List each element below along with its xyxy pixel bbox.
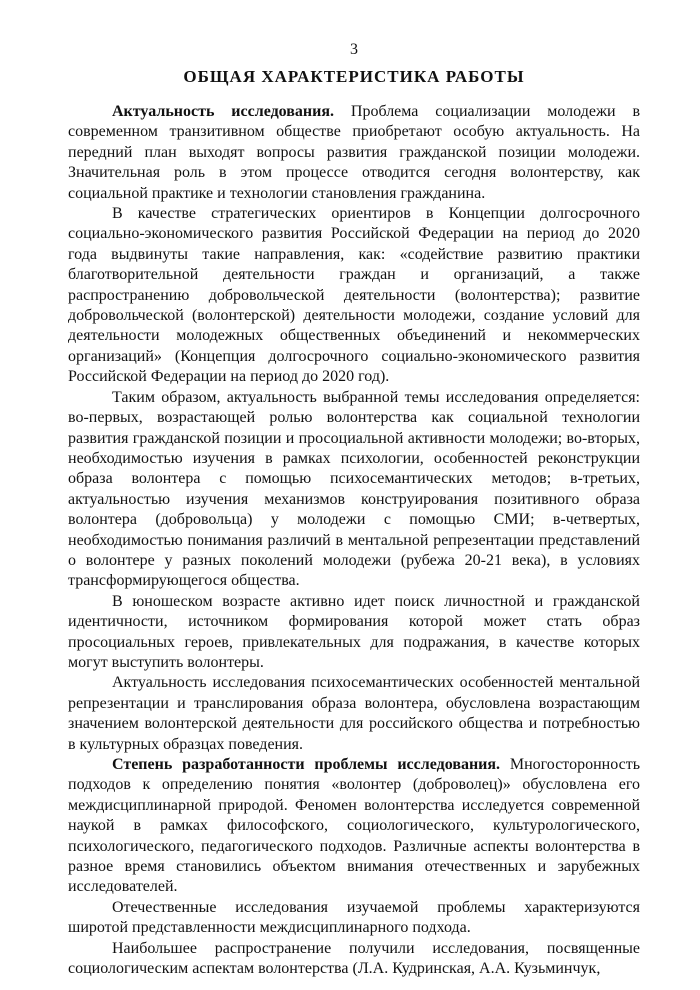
section-heading: ОБЩАЯ ХАРАКТЕРИСТИКА РАБОТЫ: [183, 67, 525, 86]
paragraph-concept: [68, 204, 640, 388]
paragraph-text: Таким образом, актуальность выбранной темы исследования определяется: во-первых, возрастающей ролью волонтерства как социальной технологии развития гражданской позиции и просоциальной активности молодежи; во-вторых, необходимостью изучения в рамках психологии, особенностей реконструкции образа волонтера с помощью психосемантических методов; в-третьих, актуальностью изучения механизмов конструирования позитивного образа волонтера (добровольца) у молодежи с помощью СМИ; в-четвертых, необходимостью понимания различий в ментальной репрезентации представлений о волонтере у разных поколений молодежи (рубежа 20-21 века), в условиях трансформирующегося общества.: [68, 388, 640, 590]
paragraph-reasons: [68, 388, 640, 592]
paragraph-text: Актуальность исследования психосемантических особенностей ментальной репрезентации и транслирования образа волонтера, обусловлена возрастающим значением волонтерской деятельности для российского общества и потребностью в культурных образцах поведения.: [68, 674, 640, 753]
paragraph-lead: Степень разработанности проблемы исследования.: [112, 756, 501, 773]
paragraph-text: Многосторонность подходов к определению понятия «волонтер (доброволец)» обусловлена его междисциплинарной природой. Феномен волонтерства исследуется современной наукой в рамках философского, социологического, культурологического, психологического, педагогического подходов. Различные аспекты волонтерства в разное время становились объектом внимания отечественных и зарубежных исследователей.: [68, 756, 640, 896]
paragraph-domestic-research: [68, 898, 640, 939]
paragraph-relevance-2: [68, 673, 640, 755]
paragraph-text: Наибольшее распространение получили исследования, посвященные социологическим аспектам волонтерства (Л.А. Кудринская, А.А. Кузьминчук,: [68, 939, 640, 978]
paragraph-sociological-research: [68, 939, 640, 980]
page-number: 3: [350, 41, 358, 58]
paragraph-text: В качестве стратегических ориентиров в Концепции долгосрочного социально-экономического развития Российской Федерации на период до 2020 года выдвинуты такие направления, как: «содействие развитию практики благотворительной деятельности граждан и организаций, а также распространению добровольческой деятельности (волонтерства); развитие добровольческой (волонтерской) деятельности молодежи, создание условий для деятельности молодежных общественных объединений и некоммерческих организаций» (Концепция долгосрочного социально-экономического развития Российской Федерации на период до 2020 год).: [68, 205, 640, 386]
paragraph-text: Проблема социализации молодежи в современном транзитивном обществе приобретают особую актуальность. На передний план выходят вопросы развития гражданской позиции молодежи. Значительная роль в этом процессе отводится сегодня волонтерству, как социальной практике и технологии становления гражданина.: [68, 103, 640, 202]
paragraph-identity: [68, 592, 640, 674]
paragraph-text: В юношеском возрасте активно идет поиск личностной и гражданской идентичности, источником формирования которой может стать образ просоциальных героев, привлекательных для подражания, в качестве которых могут выступить волонтеры.: [68, 592, 640, 671]
paragraph-text: Отечественные исследования изучаемой проблемы характеризуются широтой представленности междисциплинарного подхода.: [68, 898, 640, 937]
paragraph-development-degree: [68, 755, 640, 898]
paragraph-relevance: [68, 102, 640, 204]
paragraph-lead: Актуальность исследования.: [112, 103, 335, 120]
